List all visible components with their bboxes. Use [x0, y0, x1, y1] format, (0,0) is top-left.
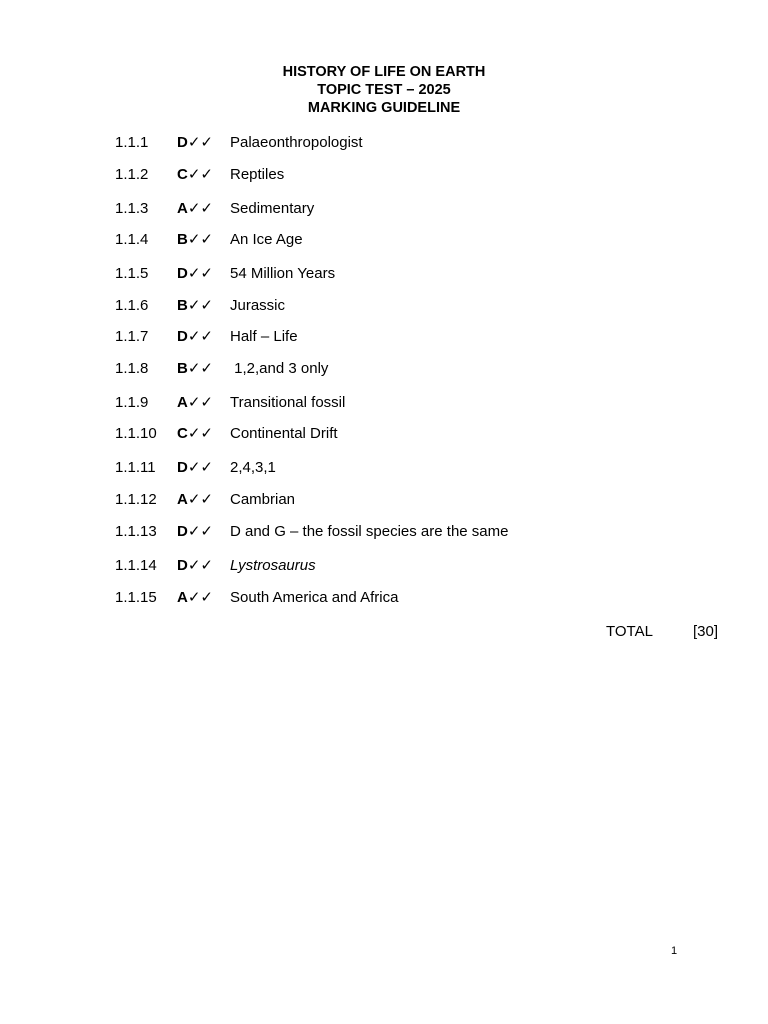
tick-marks: ✓✓: [187, 200, 213, 217]
answer-letter: D✓✓: [177, 459, 213, 476]
answer-row: [0, 327, 768, 347]
answer-row: [0, 424, 768, 444]
question-number: 1.1.7: [115, 328, 149, 345]
answer-text: Cambrian: [230, 491, 296, 508]
answer-text: Sedimentary: [230, 200, 315, 217]
answer-letter: D✓✓: [177, 134, 213, 151]
answer-row: [0, 588, 768, 608]
answer-text: South America and Africa: [230, 589, 399, 606]
tick-marks: ✓✓: [187, 491, 213, 508]
title-line-2: TOPIC TEST – 2025: [317, 82, 451, 98]
answer-row: [0, 393, 768, 413]
tick-marks: ✓✓: [187, 297, 213, 314]
tick-marks: ✓✓: [187, 328, 213, 345]
answer-letter: B✓✓: [177, 360, 213, 377]
answer-row: [0, 199, 768, 219]
answer-text: Reptiles: [230, 166, 285, 183]
answer-text: An Ice Age: [230, 231, 303, 248]
total-label: TOTAL: [606, 623, 653, 640]
question-number: 1.1.5: [115, 265, 149, 282]
question-number: 1.1.3: [115, 200, 149, 217]
answer-letter: B✓✓: [177, 231, 213, 248]
question-number: 1.1.13: [115, 523, 157, 540]
answer-letter: D✓✓: [177, 557, 213, 574]
question-number: 1.1.8: [115, 360, 149, 377]
title-line-1: HISTORY OF LIFE ON EARTH: [282, 64, 486, 80]
tick-marks: ✓✓: [187, 394, 213, 411]
tick-marks: ✓✓: [187, 360, 213, 377]
question-number: 1.1.6: [115, 297, 149, 314]
tick-marks: ✓✓: [187, 166, 213, 183]
question-number: 1.1.12: [115, 491, 157, 508]
answer-letter: D✓✓: [177, 328, 213, 345]
tick-marks: ✓✓: [187, 265, 213, 282]
document-title: [0, 63, 768, 117]
answer-text: Jurassic: [230, 297, 286, 314]
answer-text: Continental Drift: [230, 425, 338, 442]
page-number: 1: [671, 945, 678, 957]
answer-letter: B✓✓: [177, 297, 213, 314]
answer-letter: C✓✓: [177, 425, 213, 442]
total-value: [30]: [693, 623, 719, 640]
question-number: 1.1.14: [115, 557, 157, 574]
answer-row: [0, 359, 768, 379]
answer-row: [0, 556, 768, 576]
tick-marks: ✓✓: [187, 459, 213, 476]
answer-text: 1,2,and 3 only: [230, 360, 329, 377]
tick-marks: ✓✓: [187, 589, 213, 606]
answer-row: [0, 230, 768, 250]
question-number: 1.1.10: [115, 425, 157, 442]
answer-text: Lystrosaurus: [230, 557, 316, 574]
tick-marks: ✓✓: [187, 231, 213, 248]
answer-text: Palaeonthropologist: [230, 134, 363, 151]
tick-marks: ✓✓: [187, 425, 213, 442]
answer-text: 54 Million Years: [230, 265, 336, 282]
answer-letter: D✓✓: [177, 523, 213, 540]
question-number: 1.1.1: [115, 134, 149, 151]
question-number: 1.1.9: [115, 394, 149, 411]
answer-letter: A✓✓: [177, 589, 213, 606]
answer-row: [0, 296, 768, 316]
answer-row: [0, 522, 768, 542]
answer-row: [0, 165, 768, 185]
tick-marks: ✓✓: [187, 557, 213, 574]
answer-text: D and G – the fossil species are the same: [230, 523, 509, 540]
tick-marks: ✓✓: [187, 134, 213, 151]
answer-row: [0, 458, 768, 478]
answer-letter: A✓✓: [177, 491, 213, 508]
question-number: 1.1.4: [115, 231, 149, 248]
answer-letter: A✓✓: [177, 394, 213, 411]
answer-text: 2,4,3,1: [230, 459, 276, 476]
answer-row: [0, 490, 768, 510]
tick-marks: ✓✓: [187, 523, 213, 540]
question-number: 1.1.2: [115, 166, 149, 183]
answer-letter: D✓✓: [177, 265, 213, 282]
question-number: 1.1.15: [115, 589, 157, 606]
answer-letter: C✓✓: [177, 166, 213, 183]
title-line-3: MARKING GUIDELINE: [307, 100, 461, 116]
answer-letter: A✓✓: [177, 200, 213, 217]
answer-row: [0, 264, 768, 284]
answer-text: Half – Life: [230, 328, 298, 345]
question-number: 1.1.11: [115, 459, 156, 476]
answer-row: [0, 133, 768, 153]
answer-text: Transitional fossil: [230, 394, 346, 411]
